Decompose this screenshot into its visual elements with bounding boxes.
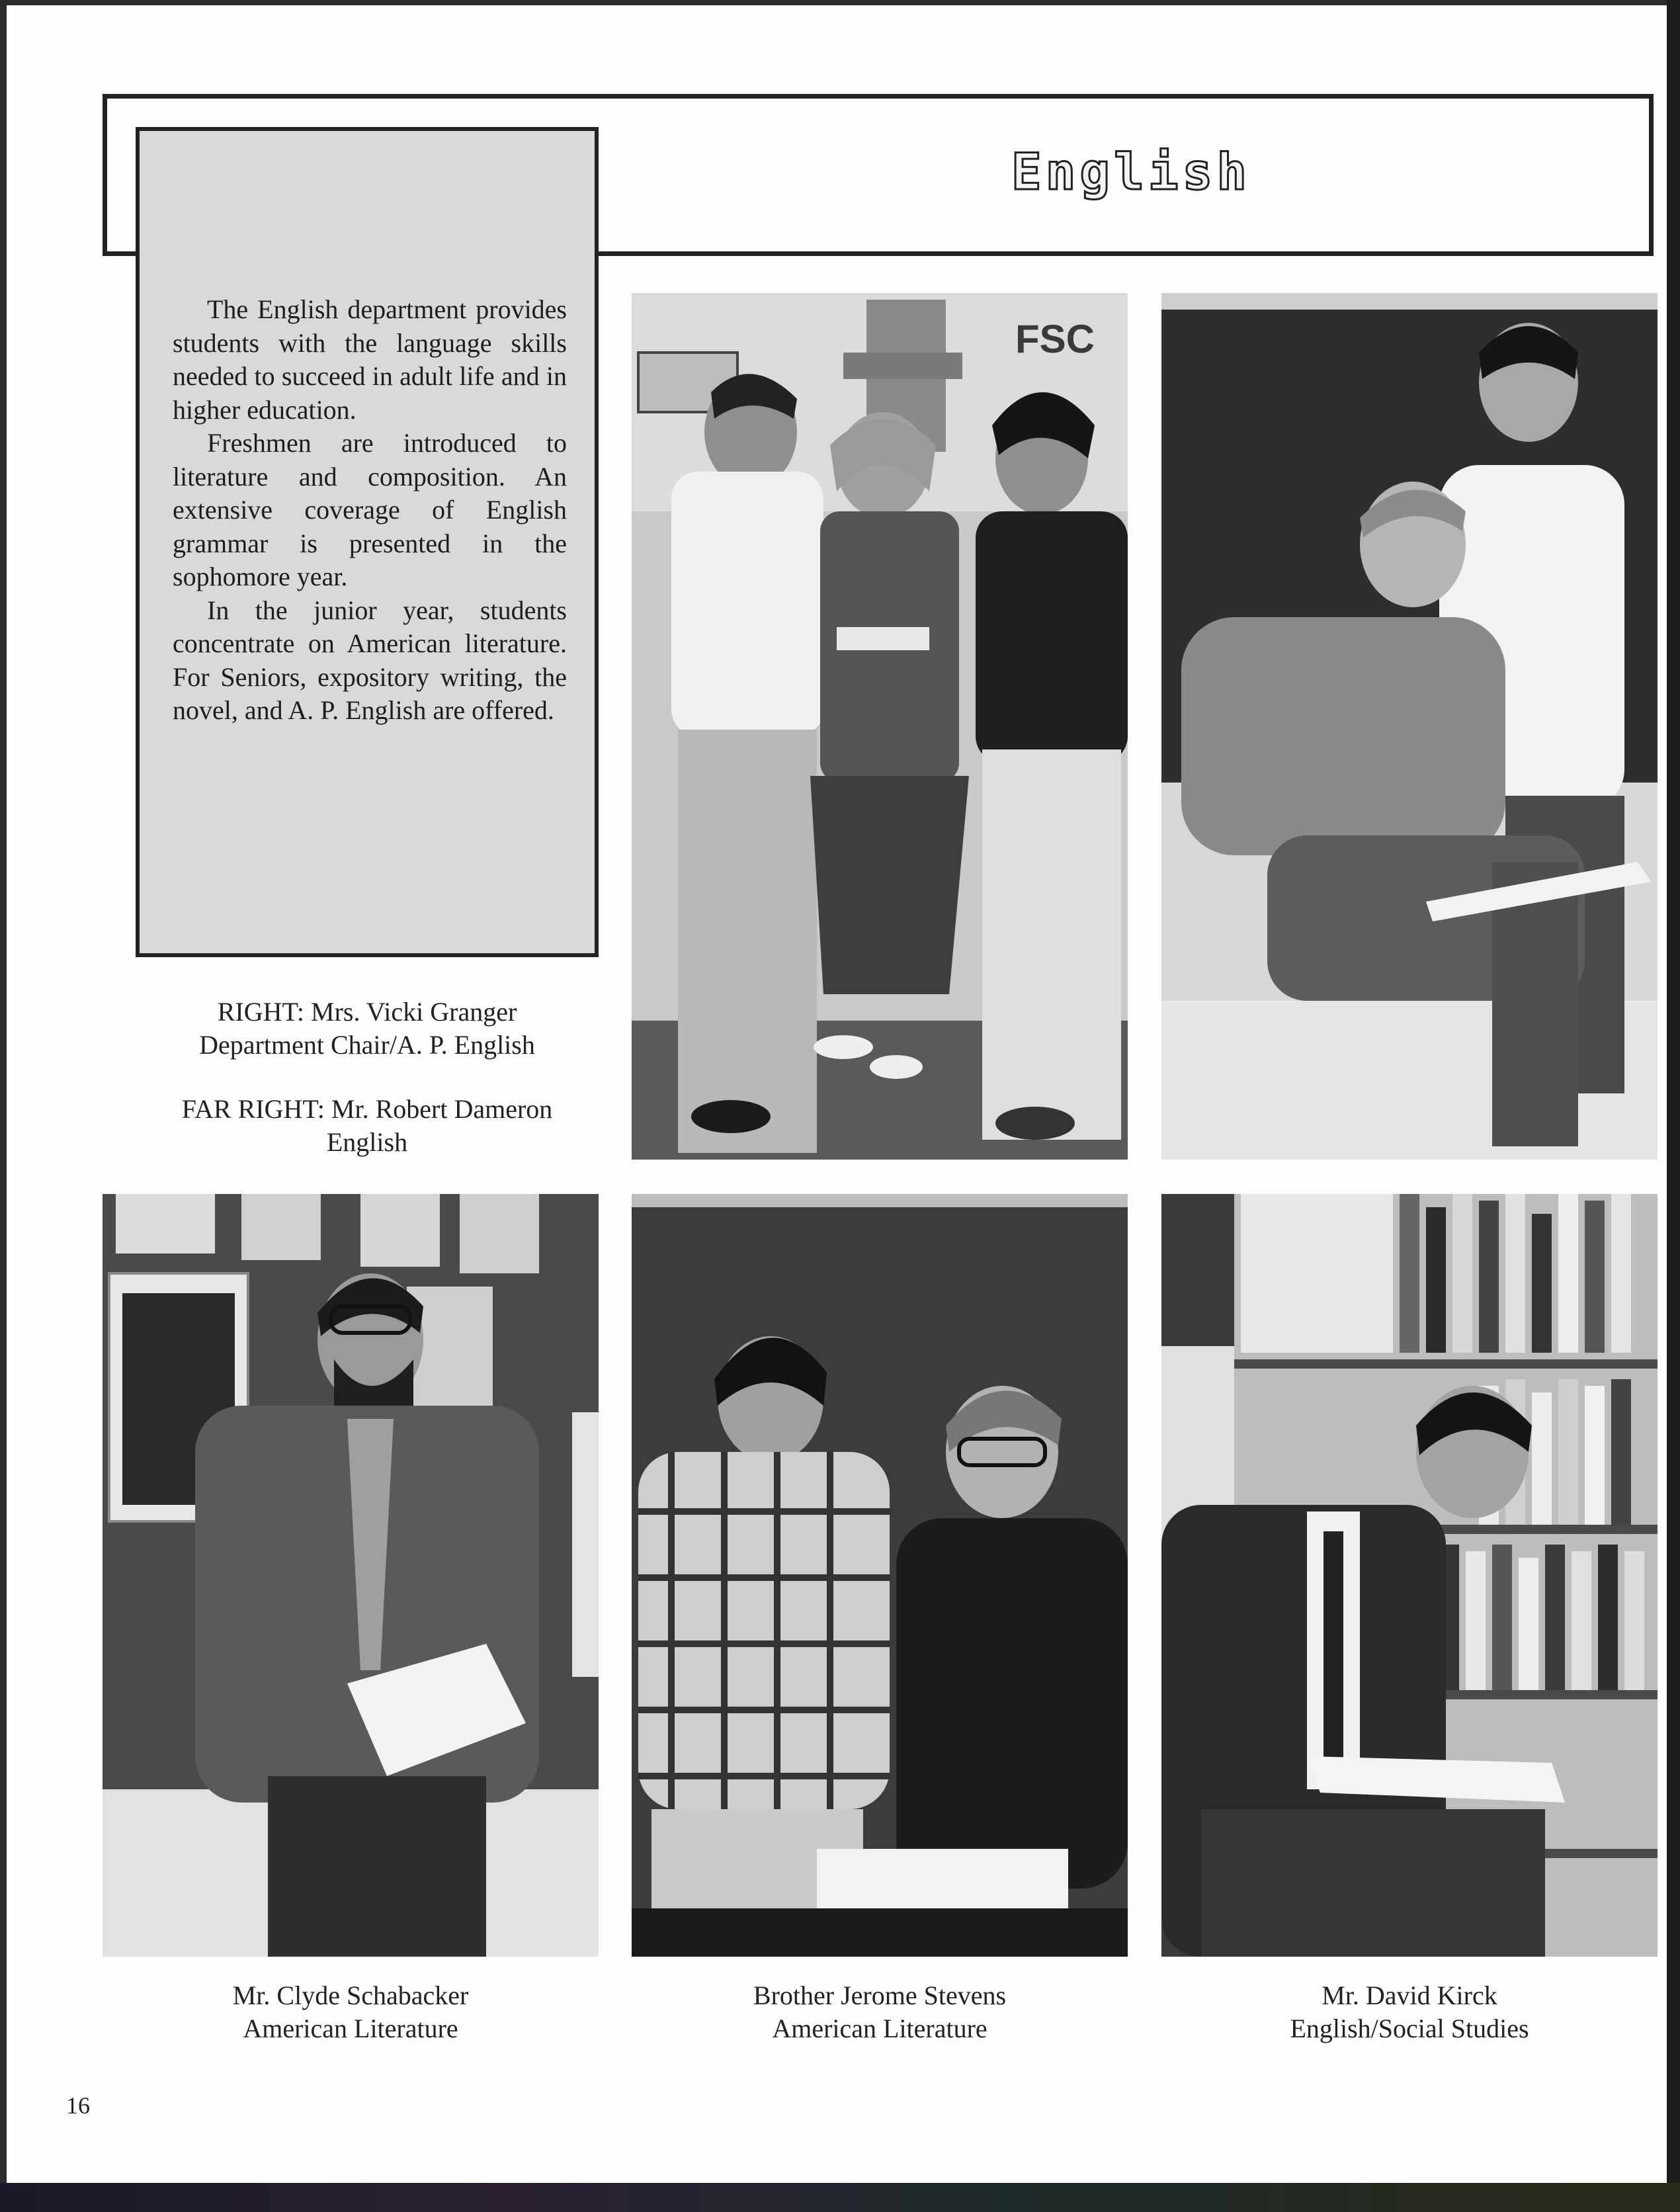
photo-caption-name: Mr. David Kirck [1322,1980,1497,2010]
photo-caption-name: Brother Jerome Stevens [753,1980,1007,2010]
caption-far-right-name: FAR RIGHT: Mr. Robert Dameron [181,1094,553,1124]
photo-caption-name: Mr. Clyde Schabacker [232,1980,469,2010]
caption-far-right-role: English [326,1127,408,1157]
photo-stevens [632,1194,1128,1957]
caption-right-role: Department Chair/A. P. English [199,1030,535,1060]
svg-text:FSC: FSC [1015,317,1095,361]
intro-text-box [136,127,599,957]
photo-caption-subject: American Literature [243,2014,458,2043]
intro-paragraph: Freshmen are introduced to literature and composition. An extensive coverage of English grammar is presented in the sophomore year. [173,428,567,591]
caption-kirck [1161,1979,1658,2045]
caption-right [136,996,599,1062]
photo-kirck [1161,1194,1658,1957]
section-title: English [1011,142,1251,201]
page-edge-bottom [0,2183,1680,2212]
photo-caption-subject: American Literature [772,2014,987,2043]
caption-right-name: RIGHT: Mrs. Vicki Granger [217,997,517,1027]
photo-dameron [1161,293,1658,1160]
page-number: 16 [66,2092,90,2119]
intro-paragraph: In the junior year, students concentrate on American literature. For Seniors, expository writing, the novel, and A. P. English are offered. [173,595,567,725]
caption-schabacker [103,1979,599,2045]
page-edge-top [0,0,1680,5]
caption-far-right [136,1093,599,1159]
photo-caption-subject: English/Social Studies [1290,2014,1529,2043]
caption-stevens [632,1979,1128,2045]
photo-schabacker [103,1194,599,1957]
intro-paragraph: The English department provides students with the language skills needed to succeed in adult life and in higher education. [173,294,567,425]
page-edge-left [0,0,7,2212]
page-edge-right [1667,0,1680,2212]
photo-granger-group [632,293,1128,1160]
